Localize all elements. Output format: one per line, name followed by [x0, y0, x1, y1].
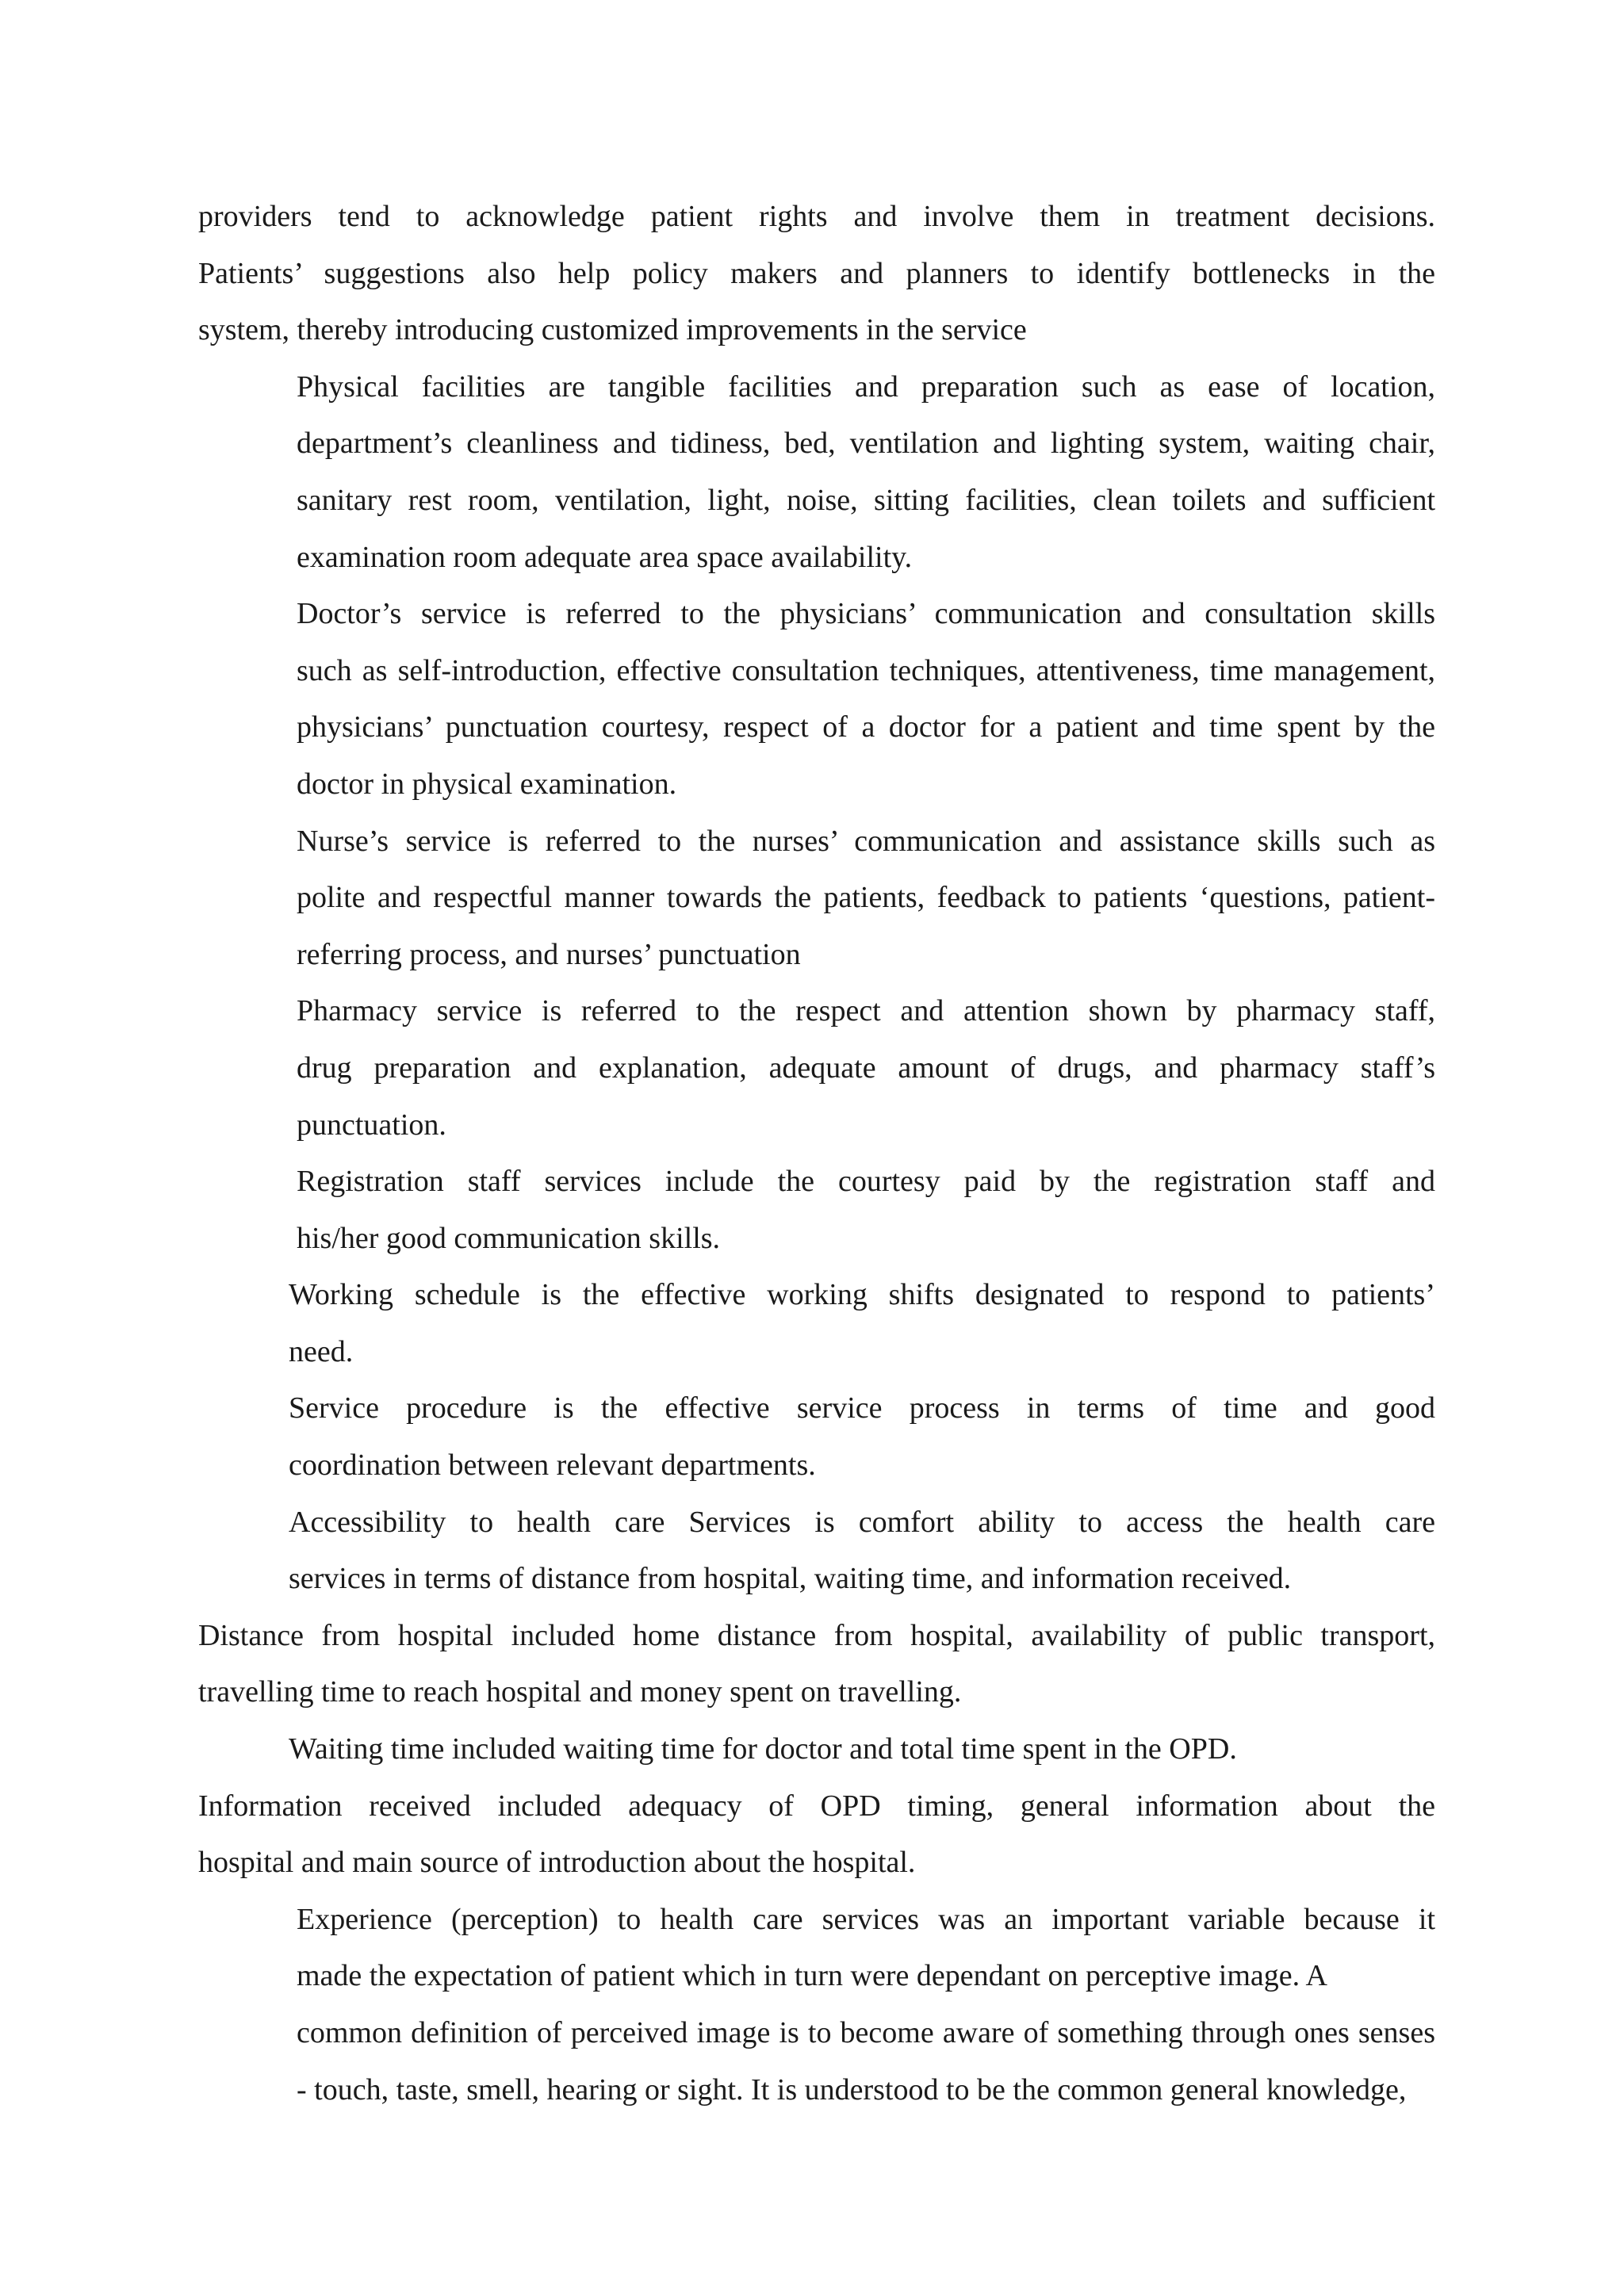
text-line: services in terms of distance from hospital, waiting time, and information received. [289, 1562, 1292, 1596]
text-line: referring process, and nurses’ punctuation [297, 937, 801, 971]
text-line: Service procedure is the effective service process in terms of time and good [289, 1391, 1435, 1425]
text-line: polite and respectful manner towards the patients, feedback to patients ‘questions, patient- [297, 881, 1435, 915]
text-line: Working schedule is the effective working shifts designated to respond to patients’ [289, 1278, 1435, 1312]
text-line: Nurse’s service is referred to the nurses’ communication and assistance skills such as [297, 824, 1435, 858]
text-line: need. [289, 1334, 354, 1368]
paragraph-doctor-service [198, 586, 1435, 813]
text-line: department’s cleanliness and tidiness, bed, ventilation and lighting system, waiting chair, [297, 427, 1435, 461]
text-line: sanitary rest room, ventilation, light, noise, sitting facilities, clean toilets and sufficient [297, 483, 1435, 517]
paragraph-pharmacy-service [198, 983, 1435, 1154]
paragraph-distance [198, 1608, 1435, 1721]
text-line: doctor in physical examination. [297, 767, 677, 801]
text-line: Pharmacy service is referred to the respect and attention shown by pharmacy staff, [297, 994, 1435, 1028]
document-page [198, 189, 1435, 2118]
paragraph-waiting-time [198, 1721, 1435, 1778]
text-line: Patients’ suggestions also help policy makers and planners to identify bottlenecks in the [198, 256, 1435, 290]
text-line: his/her good communication skills. [297, 1221, 721, 1255]
text-line: such as self-introduction, effective consultation techniques, attentiveness, time management, [297, 653, 1435, 687]
text-line: hospital and main source of introduction about the hospital. [198, 1846, 916, 1880]
text-line: Experience (perception) to health care services was an important variable because it [297, 1902, 1435, 1936]
paragraph-registration-staff [198, 1154, 1435, 1267]
text-line: coordination between relevant departments. [289, 1448, 816, 1483]
text-line: system, thereby introducing customized improvements in the service [198, 313, 1027, 347]
text-line: physicians’ punctuation courtesy, respect of a doctor for a patient and time spent by the [297, 710, 1435, 744]
text-line: travelling time to reach hospital and money spent on travelling. [198, 1675, 962, 1709]
paragraph-accessibility [198, 1494, 1435, 1608]
text-line: common definition of perceived image is to become aware of something through ones senses [297, 2016, 1435, 2049]
text-line: Doctor’s service is referred to the physicians’ communication and consultation skills [297, 597, 1435, 631]
paragraph-information-received [198, 1778, 1435, 1892]
paragraph-patient-rights [198, 189, 1435, 359]
paragraph-physical-facilities [198, 359, 1435, 586]
text-line: made the expectation of patient which in turn were dependant on perceptive image. A [297, 1959, 1327, 1993]
paragraph-experience-perception [198, 1892, 1435, 2118]
text-line: Physical facilities are tangible facilities and preparation such as ease of location, [297, 369, 1435, 404]
text-line: - touch, taste, smell, hearing or sight. It is understood to be the common general knowledge, [297, 2072, 1407, 2107]
text-line: Accessibility to health care Services is comfort ability to access the health care [289, 1505, 1435, 1539]
paragraph-service-procedure [198, 1380, 1435, 1494]
text-line: Waiting time included waiting time for doctor and total time spent in the OPD. [289, 1732, 1237, 1766]
text-line: examination room adequate area space availability. [297, 540, 913, 574]
paragraph-working-schedule [198, 1267, 1435, 1380]
text-line: punctuation. [297, 1108, 446, 1142]
text-line: Information received included adequacy of OPD timing, general information about the [198, 1789, 1435, 1823]
paragraph-nurse-service [198, 813, 1435, 984]
text-line: Registration staff services include the courtesy paid by the registration staff and [297, 1165, 1435, 1199]
text-line: Distance from hospital included home distance from hospital, availability of public transport, [198, 1618, 1435, 1652]
text-line: drug preparation and explanation, adequate amount of drugs, and pharmacy staff’s [297, 1050, 1435, 1085]
text-line: providers tend to acknowledge patient rights and involve them in treatment decisions. [198, 200, 1435, 233]
